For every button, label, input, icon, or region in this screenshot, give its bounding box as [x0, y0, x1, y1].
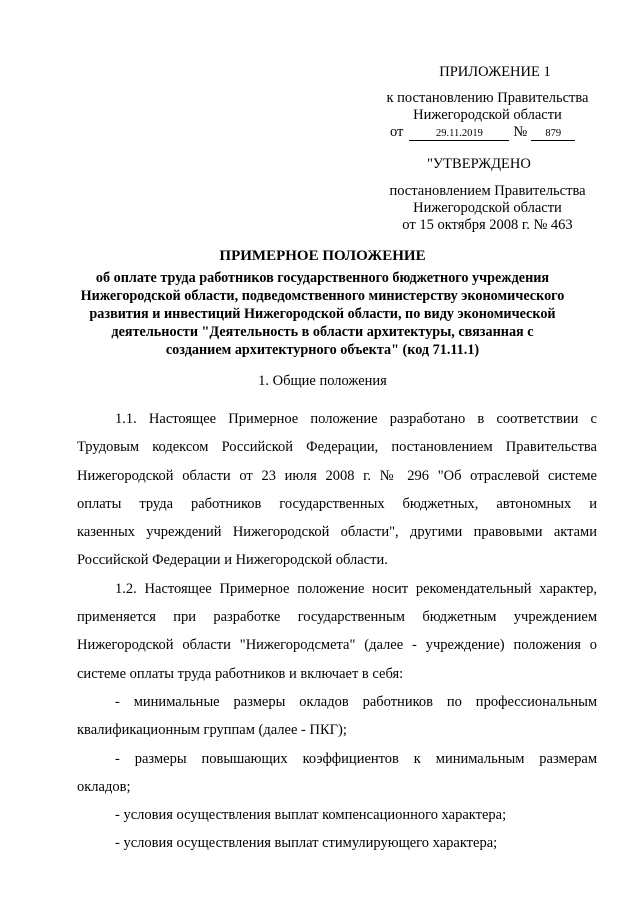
resolution-line: к постановлению Правительства: [386, 90, 589, 106]
date-value: 29.11.2019: [409, 127, 509, 141]
appendix-label: ПРИЛОЖЕНИЕ 1: [439, 64, 551, 80]
paragraph-line: применяется при разработке государственным бюджетным учреждением: [77, 609, 597, 626]
paragraph-line: 1.2. Настоящее Примерное положение носит рекомендательный характер,: [115, 580, 597, 597]
list-item: - размеры повышающих коэффициентов к минимальным размерам: [115, 750, 597, 767]
list-item: - условия осуществления выплат стимулирующего характера;: [115, 835, 498, 852]
from-label: от: [390, 124, 404, 140]
approval-line: от 15 октября 2008 г. № 463: [402, 217, 573, 233]
number-value: 879: [531, 127, 575, 141]
approval-line: Нижегородской области: [413, 200, 562, 216]
paragraph-line: Нижегородской области "Нижегородсмета" (далее - учреждение) положения о: [77, 637, 597, 654]
approval-reference: [375, 183, 600, 234]
document-body: [77, 405, 597, 858]
resolution-date-number: [390, 124, 605, 141]
paragraph-line: системе оплаты труда работников и включает в себя:: [77, 665, 404, 682]
paragraph-line: 1.1. Настоящее Примерное положение разработано в соответствии с: [115, 411, 597, 427]
list-item: - минимальные размеры окладов работников по профессиональным: [115, 693, 597, 710]
section-heading: 1. Общие положения: [258, 373, 387, 389]
subtitle-line: деятельности "Деятельность в области архитектуры, связанная с: [111, 324, 534, 340]
subtitle-line: об оплате труда работников государственного бюджетного учреждения: [95, 270, 550, 286]
paragraph-line: оплаты труда работников государственных бюджетных, автономных и: [77, 495, 597, 512]
document-title: ПРИМЕРНОЕ ПОЛОЖЕНИЕ: [219, 248, 426, 264]
resolution-reference: [375, 90, 600, 124]
paragraph-line: Российской Федерации и Нижегородской области.: [77, 552, 388, 569]
subtitle-line: развития и инвестиций Нижегородской области, по виду экономической: [89, 306, 556, 322]
subtitle-line: Нижегородской области, подведомственного министерству экономического: [80, 288, 565, 304]
approval-line: постановлением Правительства: [389, 183, 586, 199]
list-item-continuation: окладов;: [77, 778, 131, 795]
paragraph-line: Трудовым кодексом Российской Федерации, постановлением Правительства: [77, 439, 597, 456]
paragraph-line: казенных учреждений Нижегородской области", другими правовыми актами: [77, 524, 597, 541]
approved-label: "УТВЕРЖДЕНО: [427, 156, 531, 172]
document-subtitle: [70, 269, 575, 359]
resolution-line: Нижегородской области: [413, 107, 562, 123]
paragraph-line: Нижегородской области от 23 июля 2008 г. № 296 "Об отраслевой системе: [77, 467, 597, 484]
subtitle-line: созданием архитектурного объекта" (код 71.11.1): [165, 342, 480, 358]
list-item-continuation: квалификационным группам (далее - ПКГ);: [77, 722, 347, 739]
list-item: - условия осуществления выплат компенсационного характера;: [115, 807, 507, 824]
number-label: №: [513, 124, 528, 140]
